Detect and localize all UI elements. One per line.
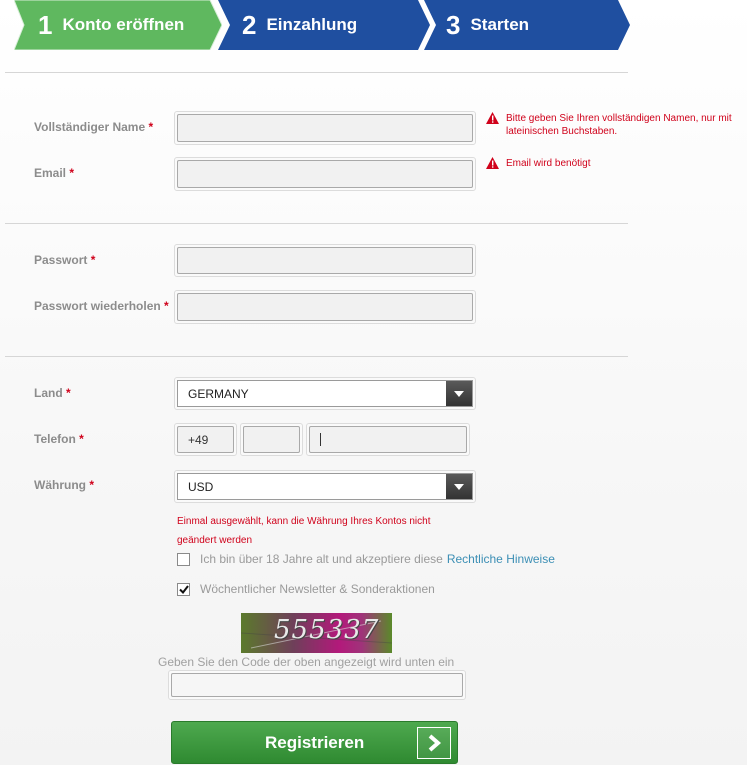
phone-area-field[interactable] bbox=[243, 426, 300, 453]
captcha-code: 555337 bbox=[274, 615, 380, 645]
step-3-number: 3 bbox=[446, 9, 461, 40]
country-label: Land * bbox=[34, 386, 71, 400]
password-input[interactable] bbox=[188, 254, 462, 268]
captcha-field[interactable] bbox=[171, 673, 463, 697]
newsletter-text: Wöchentlicher Newsletter & Sonderaktionen bbox=[200, 582, 435, 596]
currency-select[interactable] bbox=[174, 470, 476, 503]
country-select-box[interactable] bbox=[177, 380, 473, 407]
phone-label: Telefon * bbox=[34, 432, 84, 446]
email-field-wrap bbox=[174, 157, 476, 191]
legal-notice-link[interactable]: Rechtliche Hinweise bbox=[446, 552, 555, 566]
currency-label: Währung * bbox=[34, 478, 95, 492]
terms-row bbox=[177, 552, 555, 566]
chevron-down-icon[interactable] bbox=[446, 474, 472, 499]
full-name-input[interactable] bbox=[188, 121, 462, 135]
step-2-number: 2 bbox=[242, 9, 257, 40]
captcha-input[interactable] bbox=[182, 678, 452, 692]
email-error-text: Email wird benötigt bbox=[506, 158, 591, 169]
full-name-field[interactable] bbox=[177, 114, 473, 142]
steps-progress bbox=[14, 0, 634, 50]
step-3-label: Starten bbox=[470, 15, 530, 34]
password-repeat-input[interactable] bbox=[188, 300, 462, 314]
currency-note: Einmal ausgewählt, kann die Währung Ihres Kontos nicht geändert werden bbox=[177, 516, 431, 546]
country-select-value: GERMANY bbox=[188, 386, 249, 401]
currency-select-box[interactable] bbox=[177, 473, 473, 500]
step-1-label: Konto eröffnen bbox=[62, 15, 185, 34]
check-icon bbox=[179, 585, 189, 594]
warning-icon bbox=[486, 112, 500, 138]
full-name-field-wrap bbox=[174, 111, 476, 145]
email-error bbox=[486, 157, 736, 173]
phone-area-input[interactable] bbox=[254, 433, 289, 447]
chevron-right-icon bbox=[417, 727, 451, 759]
terms-checkbox[interactable] bbox=[177, 553, 190, 566]
full-name-error bbox=[486, 112, 736, 138]
divider-2 bbox=[5, 356, 628, 357]
password-repeat-field[interactable] bbox=[177, 293, 473, 321]
email-field[interactable] bbox=[177, 160, 473, 188]
register-button[interactable] bbox=[171, 721, 458, 764]
step-2-label: Einzahlung bbox=[266, 15, 358, 34]
password-field-wrap bbox=[174, 244, 476, 277]
phone-area-wrap bbox=[240, 423, 303, 456]
password-field[interactable] bbox=[177, 247, 473, 274]
password-repeat-field-wrap bbox=[174, 290, 476, 324]
password-label: Passwort * bbox=[34, 253, 96, 267]
divider-1 bbox=[5, 223, 628, 224]
country-select[interactable] bbox=[174, 377, 476, 410]
step-2 bbox=[218, 0, 430, 50]
phone-number-input[interactable] bbox=[323, 433, 456, 447]
phone-prefix-input[interactable] bbox=[188, 433, 223, 447]
phone-number-wrap bbox=[306, 423, 470, 456]
full-name-error-text: Bitte geben Sie Ihren vollständigen Namen, nur mit lateinischen Buchstaben. bbox=[506, 113, 732, 137]
step-3 bbox=[424, 0, 630, 50]
newsletter-row bbox=[177, 582, 435, 596]
full-name-label: Vollständiger Name * bbox=[34, 120, 154, 134]
step-1 bbox=[14, 0, 222, 50]
text-cursor bbox=[320, 433, 321, 446]
divider-top bbox=[5, 72, 628, 73]
phone-number-field[interactable] bbox=[309, 426, 467, 453]
chevron-down-icon[interactable] bbox=[446, 381, 472, 406]
password-repeat-label: Passwort wiederholen * bbox=[34, 299, 169, 313]
currency-select-value: USD bbox=[188, 479, 214, 494]
email-label: Email * bbox=[34, 166, 75, 180]
terms-text: Ich bin über 18 Jahre alt und akzeptiere diese bbox=[200, 552, 443, 566]
phone-prefix-field[interactable] bbox=[177, 426, 234, 453]
email-input[interactable] bbox=[188, 167, 462, 181]
captcha-field-wrap bbox=[168, 670, 466, 700]
phone-prefix-wrap bbox=[174, 423, 237, 456]
warning-icon bbox=[486, 157, 500, 173]
register-button-label: Registrieren bbox=[265, 733, 365, 752]
step-1-number: 1 bbox=[38, 9, 53, 40]
captcha-hint: Geben Sie den Code der oben angezeigt wird unten ein bbox=[158, 655, 455, 669]
captcha-image bbox=[241, 613, 392, 653]
newsletter-checkbox[interactable] bbox=[177, 583, 190, 596]
